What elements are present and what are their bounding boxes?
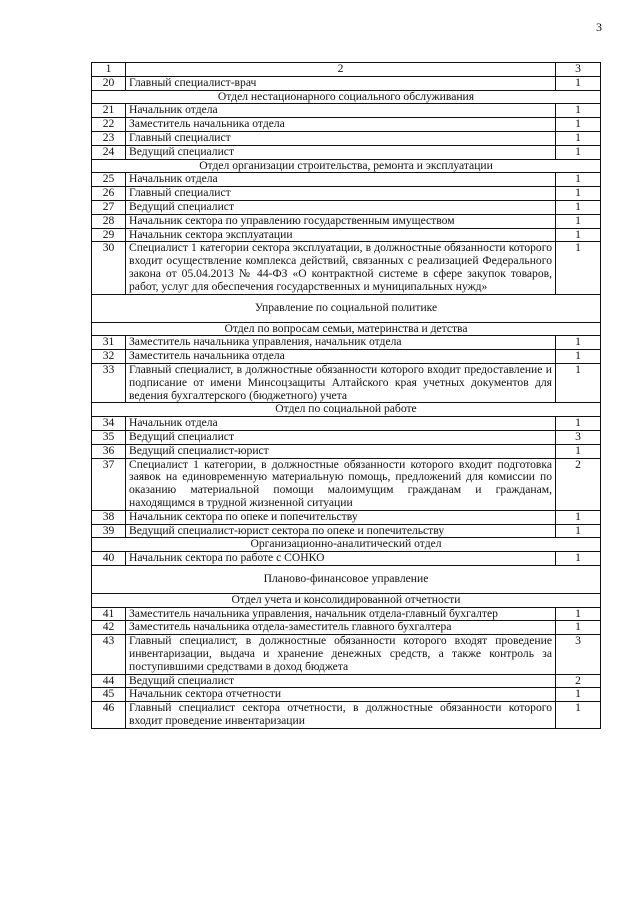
quantity-cell: 1 (556, 187, 601, 201)
position-title-cell: Ведущий специалист-юрист (126, 444, 556, 458)
table-row (92, 173, 601, 187)
position-title-cell: Заместитель начальника управления, начальник отдела-главный бухгалтер (126, 607, 556, 621)
position-title-cell: Главный специалист-врач (126, 76, 556, 90)
row-number-cell: 38 (92, 510, 126, 524)
table-row (92, 118, 601, 132)
staff-positions-table (91, 62, 601, 729)
table-row (92, 458, 601, 510)
table-row (92, 607, 601, 621)
table-row (92, 444, 601, 458)
row-number-cell: 32 (92, 350, 126, 364)
quantity-cell: 1 (556, 336, 601, 350)
quantity-cell: 1 (556, 350, 601, 364)
table-row (92, 674, 601, 688)
quantity-cell: 1 (556, 444, 601, 458)
position-title-cell: Начальник отдела (126, 104, 556, 118)
table-row (92, 350, 601, 364)
row-number-cell: 45 (92, 688, 126, 702)
position-title-cell: Ведущий специалист (126, 145, 556, 159)
row-number-cell: 27 (92, 200, 126, 214)
position-title-cell: Главный специалист, в должностные обязанности которого входит предоставление и подписание от имени Минсоцзащиты Алтайского края учетных документов для ведения бухгалтерского (бюджетного) учета (126, 363, 556, 402)
table-row (92, 104, 601, 118)
section-heading-row (92, 159, 601, 173)
quantity-cell: 1 (556, 524, 601, 538)
position-title-cell: Заместитель начальника отдела-заместитель главного бухгалтера (126, 621, 556, 635)
row-number-cell: 29 (92, 228, 126, 242)
quantity-cell: 1 (556, 688, 601, 702)
section-heading: Отдел организации строительства, ремонта и эксплуатации (92, 159, 601, 173)
section-heading-row (92, 403, 601, 417)
row-number-cell: 26 (92, 187, 126, 201)
header-cell-number: 1 (92, 63, 126, 77)
table-row (92, 242, 601, 294)
row-number-cell: 25 (92, 173, 126, 187)
position-title-cell: Главный специалист (126, 131, 556, 145)
table-row (92, 552, 601, 566)
table-row (92, 145, 601, 159)
page-number: 3 (596, 20, 602, 34)
table-row (92, 214, 601, 228)
quantity-cell: 1 (556, 200, 601, 214)
quantity-cell: 1 (556, 118, 601, 132)
section-heading: Отдел нестационарного социального обслуживания (92, 90, 601, 104)
quantity-cell: 1 (556, 552, 601, 566)
header-cell-quantity: 3 (556, 63, 601, 77)
quantity-cell: 2 (556, 674, 601, 688)
department-heading-row (92, 565, 601, 593)
row-number-cell: 39 (92, 524, 126, 538)
row-number-cell: 31 (92, 336, 126, 350)
row-number-cell: 21 (92, 104, 126, 118)
quantity-cell: 1 (556, 145, 601, 159)
position-title-cell: Ведущий специалист (126, 430, 556, 444)
table-row (92, 228, 601, 242)
row-number-cell: 37 (92, 458, 126, 510)
row-number-cell: 33 (92, 363, 126, 402)
section-heading: Организационно-аналитический отдел (92, 538, 601, 552)
position-title-cell: Начальник сектора эксплуатации (126, 228, 556, 242)
quantity-cell: 1 (556, 214, 601, 228)
section-heading-row (92, 90, 601, 104)
position-title-cell: Специалист 1 категории, в должностные обязанности которого входит подготовка заявок на единовременную материальную помощь, предложений для комиссии по оказанию материальной помощи малоимущим гражданам и гражданам, находящимся в трудной жизненной ситуации (126, 458, 556, 510)
table-row (92, 76, 601, 90)
position-title-cell: Главный специалист (126, 187, 556, 201)
quantity-cell: 1 (556, 702, 601, 729)
row-number-cell: 35 (92, 430, 126, 444)
position-title-cell: Главный специалист, в должностные обязанности которого входят проведение инвентаризации, выдача и хранение денежных средств, а также контроль за поступившими средствами в доход бюджета (126, 635, 556, 674)
row-number-cell: 46 (92, 702, 126, 729)
row-number-cell: 44 (92, 674, 126, 688)
table-row (92, 187, 601, 201)
table-row (92, 524, 601, 538)
row-number-cell: 42 (92, 621, 126, 635)
department-heading: Управление по социальной политике (92, 294, 601, 322)
position-title-cell: Заместитель начальника управления, начальник отдела (126, 336, 556, 350)
section-heading: Отдел учета и консолидированной отчетности (92, 593, 601, 607)
row-number-cell: 34 (92, 417, 126, 431)
table-row (92, 510, 601, 524)
row-number-cell: 41 (92, 607, 126, 621)
table-row (92, 363, 601, 402)
row-number-cell: 22 (92, 118, 126, 132)
position-title-cell: Заместитель начальника отдела (126, 350, 556, 364)
table-row (92, 635, 601, 674)
quantity-cell: 1 (556, 607, 601, 621)
section-heading-row (92, 322, 601, 336)
table-row (92, 417, 601, 431)
quantity-cell: 1 (556, 621, 601, 635)
position-title-cell: Начальник сектора по работе с СОНКО (126, 552, 556, 566)
quantity-cell: 1 (556, 131, 601, 145)
position-title-cell: Главный специалист сектора отчетности, в должностные обязанности которого входит проведение инвентаризации (126, 702, 556, 729)
department-heading-row (92, 294, 601, 322)
position-title-cell: Начальник сектора отчетности (126, 688, 556, 702)
table-row (92, 336, 601, 350)
row-number-cell: 24 (92, 145, 126, 159)
row-number-cell: 20 (92, 76, 126, 90)
row-number-cell: 40 (92, 552, 126, 566)
position-title-cell: Начальник сектора по управлению государственным имуществом (126, 214, 556, 228)
row-number-cell: 36 (92, 444, 126, 458)
quantity-cell: 3 (556, 635, 601, 674)
table-row (92, 688, 601, 702)
position-title-cell: Ведущий специалист-юрист сектора по опеке и попечительству (126, 524, 556, 538)
department-heading: Планово-финансовое управление (92, 565, 601, 593)
quantity-cell: 1 (556, 363, 601, 402)
position-title-cell: Ведущий специалист (126, 674, 556, 688)
quantity-cell: 1 (556, 173, 601, 187)
position-title-cell: Специалист 1 категории сектора эксплуатации, в должностные обязанности которого входит осуществление комплекса действий, связанных с реализацией Федерального закона от 05.04.2013 № 44-ФЗ «О контрактной системе в сфере закупок товаров, работ, услуг для обеспечения государственных и муниципальных нужд» (126, 242, 556, 294)
header-cell-position: 2 (126, 63, 556, 77)
quantity-cell: 1 (556, 510, 601, 524)
quantity-cell: 1 (556, 104, 601, 118)
quantity-cell: 2 (556, 458, 601, 510)
quantity-cell: 1 (556, 228, 601, 242)
section-heading-row (92, 593, 601, 607)
position-title-cell: Начальник сектора по опеке и попечительству (126, 510, 556, 524)
row-number-cell: 23 (92, 131, 126, 145)
position-title-cell: Заместитель начальника отдела (126, 118, 556, 132)
row-number-cell: 28 (92, 214, 126, 228)
table-body (92, 63, 601, 729)
quantity-cell: 1 (556, 242, 601, 294)
quantity-cell: 3 (556, 430, 601, 444)
header-row (92, 63, 601, 77)
section-heading: Отдел по вопросам семьи, материнства и детства (92, 322, 601, 336)
quantity-cell: 1 (556, 417, 601, 431)
table-row (92, 621, 601, 635)
position-title-cell: Начальник отдела (126, 173, 556, 187)
quantity-cell: 1 (556, 76, 601, 90)
position-title-cell: Начальник отдела (126, 417, 556, 431)
table-row (92, 702, 601, 729)
section-heading-row (92, 538, 601, 552)
row-number-cell: 30 (92, 242, 126, 294)
row-number-cell: 43 (92, 635, 126, 674)
section-heading: Отдел по социальной работе (92, 403, 601, 417)
table-row (92, 131, 601, 145)
table-row (92, 200, 601, 214)
table-row (92, 430, 601, 444)
position-title-cell: Ведущий специалист (126, 200, 556, 214)
